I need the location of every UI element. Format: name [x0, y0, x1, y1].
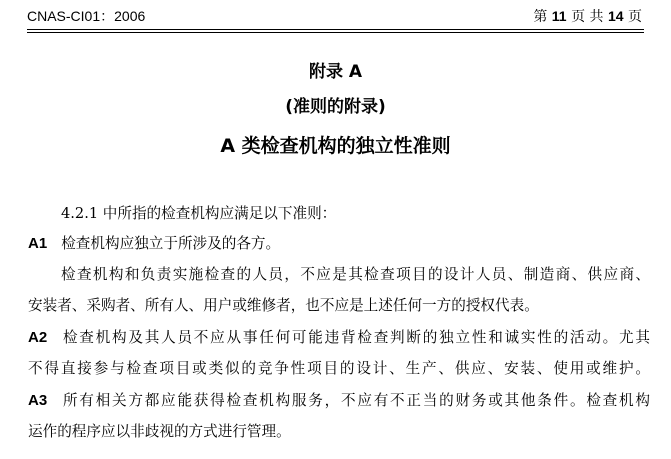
current-page-number: 11	[551, 8, 567, 24]
clause-a2-text-2: 不得直接参与检查项目或类似的竞争性项目的设计、生产、供应、安装、使用或维护。	[28, 360, 650, 377]
clause-a2-text-1: 检查机构及其人员不应从事任何可能违背检查判断的独立性和诚实性的活动。尤其	[61, 329, 650, 346]
clause-label-a1: A1	[28, 235, 48, 252]
header-rule-thin	[27, 29, 644, 30]
page-indicator	[533, 7, 642, 26]
document-code: CNAS-CI01：2006	[27, 8, 146, 24]
appendix-title: 附录 A	[308, 62, 363, 82]
clause-a2-line-1	[28, 328, 650, 348]
clause-a1-text: 检查机构应独立于所涉及的各方。	[61, 235, 281, 252]
clause-label-a3: A3	[28, 392, 48, 409]
header-rule-bottom	[27, 32, 644, 33]
page-mid: 页 共	[571, 9, 604, 25]
section-title: A 类检查机构的独立性准则	[220, 135, 451, 157]
clause-a1-detail-text-2: 安装者、采购者、所有人、用户或维修者，也不应是上述任何一方的授权代表。	[28, 297, 539, 314]
clause-label-a2: A2	[28, 329, 48, 346]
clause-a1-detail-line-2	[28, 296, 650, 316]
appendix-subtitle: (准则的附录)	[285, 97, 386, 117]
page-prefix: 第	[533, 9, 548, 25]
clause-a3-text-2: 运作的程序应以非歧视的方式进行管理。	[28, 423, 291, 440]
clause-a3-line-2	[28, 422, 650, 442]
clause-a1-detail-line-1	[28, 265, 650, 285]
intro-text: 4.2.1 中所指的检查机构应满足以下准则：	[61, 205, 337, 222]
intro-paragraph	[28, 204, 650, 224]
clause-a3-text-1: 所有相关方都应能获得检查机构服务，不应有不正当的财务或其他条件。检查机构	[61, 392, 650, 409]
clause-a2-line-2	[28, 359, 650, 379]
total-page-number: 14	[607, 8, 624, 24]
clause-a3-line-1	[28, 391, 650, 411]
clause-a1-detail-text-1: 检查机构和负责实施检查的人员，不应是其检查项目的设计人员、制造商、供应商、	[61, 266, 650, 283]
clause-a1	[28, 234, 650, 254]
page-suffix: 页	[628, 9, 642, 25]
